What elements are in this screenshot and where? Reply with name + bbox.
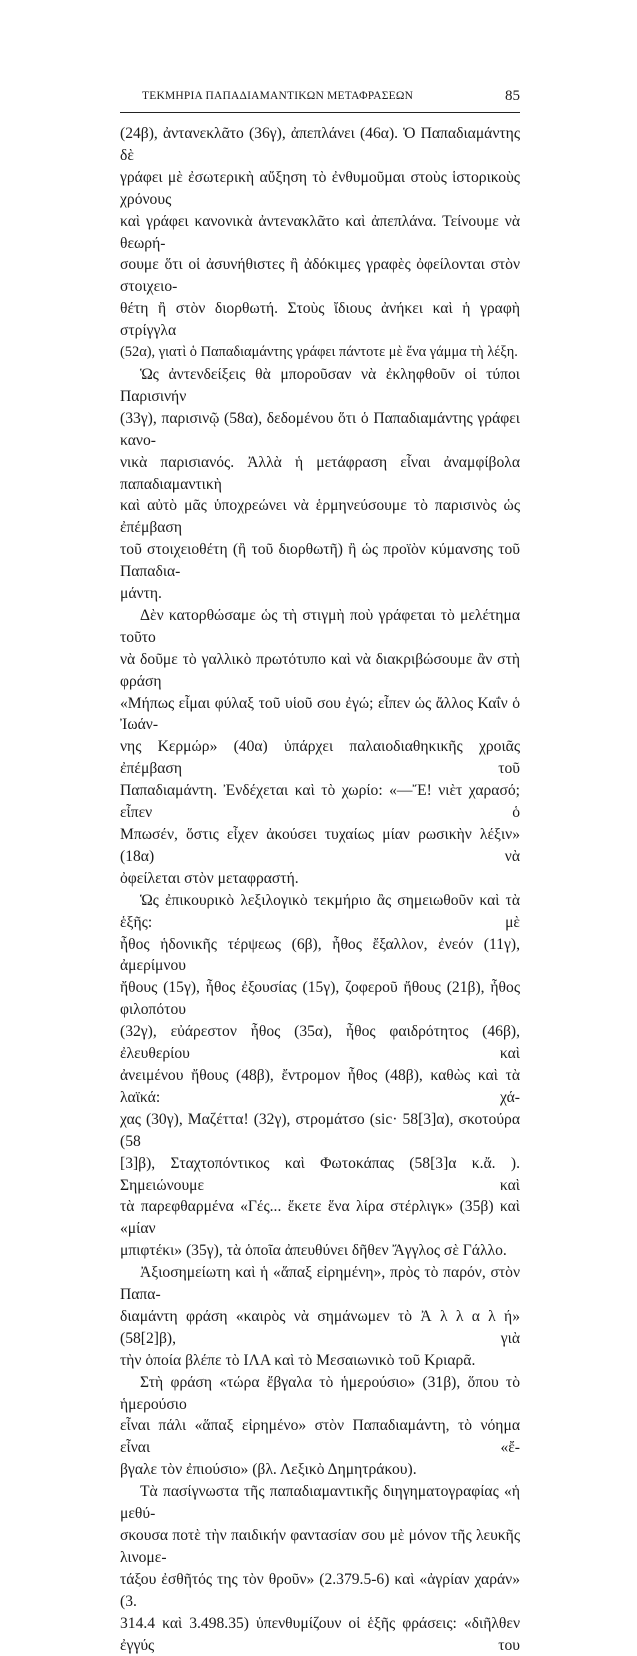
text-line: καὶ αὐτὸ μᾶς ὑποχρεώνει νὰ ἑρμηνεύσουμε τὸ παρισινὸς ὡς ἐπέμβαση [120, 497, 520, 537]
text-line: νικὰ παρισιανός. Ἀλλὰ ἡ μετάφραση εἶναι ἀναμφίβολα παπαδιαμαντικὴ [120, 453, 520, 493]
text-line: Τὰ πασίγνωστα τῆς παπαδιαμαντικῆς διηγηματογραφίας «ἡ μεθύ- [120, 1483, 520, 1523]
text-line: ἤθους (15γ), ἦθος ἐξουσίας (15γ), ζοφεροῦ ἤθους (21β), ἦθος φιλοπότου [120, 979, 520, 1019]
text-line: διαμάντη φράση «καιρὸς νὰ σημάνωμεν τὸ Ἀ λ λ α λ ή» (58[2]β), γιὰ [120, 1307, 520, 1347]
text-line: (52α), γιατὶ ὁ Παπαδιαμάντης γράφει πάντοτε μὲ ἕνα γάμμα τὴ λέξη. [120, 344, 518, 361]
text-line: ὀφείλεται στὸν μεταφραστή. [120, 869, 299, 887]
text-line: τοῦ στοιχειοθέτη (ἢ τοῦ διορθωτῆ) ἢ ὡς προϊὸν κύμανσης τοῦ Παπαδια- [120, 541, 520, 581]
text-line: βγαλε τὸν ἐπιούσιο» (βλ. Λεξικὸ Δημητράκου). [120, 1461, 417, 1479]
text-line: (24β), ἀντανεκλᾶτο (36γ), ἀπεπλάνει (46α). Ὁ Παπαδιαμάντης δὲ [120, 125, 520, 164]
page-header [120, 88, 520, 112]
text-line: εἶναι πάλι «ἅπαξ εἰρημένο» στὸν Παπαδιαμάντη, τὸ νόημα εἶναι «ἔ- [120, 1417, 520, 1457]
text-line: 314.4 καὶ 3.498.35) ὑπενθυμίζουν οἱ ἑξῆς φράσεις: «διῆλθεν ἐγγύς του [120, 1614, 520, 1654]
text-line: τάξου ἐσθῆτός της τὸν θρoῦν» (2.379.5-6) καὶ «ἀγρίαν χαράν» (3. [120, 1570, 520, 1610]
header-rule [120, 112, 520, 113]
text-line: ἦθος ἡδονικῆς τέρψεως (6β), ἦθος ἔξαλλον, ἐνεόν (11γ), ἀμερίμνου [120, 935, 520, 975]
text-line: Μπωσέν, ὅστις εἶχεν ἀκούσει τυχαίως μίαν ρωσικὴν λέξιν» (18α) νὰ [120, 826, 520, 865]
text-line: Ὡς ἐπικουρικὸ λεξιλογικὸ τεκμήριο ἂς σημειωθοῦν καὶ τὰ ἑξῆς: μὲ [120, 891, 520, 931]
text-line: «Μήπως εἶμαι φύλαξ τοῦ υἱοῦ σου ἐγώ; εἶπεν ὡς ἄλλος Καΐν ὁ Ἰωάν- [120, 694, 520, 734]
text-line: Δὲν κατορθώσαμε ὡς τὴ στιγμὴ ποὺ γράφεται τὸ μελέτημα τοῦτο [120, 606, 520, 646]
body-text [120, 123, 520, 1656]
text-line: σκουσα ποτὲ τὴν παιδικήν φαντασίαν σου μὲ μόνον τῆς λευκῆς λινομε- [120, 1527, 520, 1566]
text-line: Ὡς ἀντενδείξεις θὰ μποροῦσαν νὰ ἐκληφθοῦν οἱ τύποι Παρισινήν [120, 365, 520, 405]
text-line: (33γ), παρισινῷ (58α), δεδομένου ὅτι ὁ Παπαδιαμάντης γράφει κανο- [120, 409, 520, 449]
text-line: (32γ), εὐάρεστον ἦθος (35α), ἦθος φαιδρότητος (46β), ἐλευθερίου καὶ [120, 1023, 520, 1063]
text-line: Παπαδιαμάντη. Ἐνδέχεται καὶ τὸ χωρίο: «—Ἔ! νιὲτ χαρασό; εἶπεν ὁ [120, 782, 520, 822]
text-line: νης Κερμώρ» (40α) ὑπάρχει παλαιοδιαθηκικῆς χροιᾶς ἐπέμβαση τοῦ [120, 738, 520, 778]
running-head: ΤΕΚΜΗΡΙΑ ΠΑΠΑΔΙΑΜΑΝΤΙΚΩΝ ΜΕΤΑΦΡΑΣΕΩΝ [142, 90, 414, 102]
text-line: Στὴ φράση «τώρα ἔβγαλα τὸ ἡμερούσιο» (31β), ὅπου τὸ ἡμερούσιο [120, 1373, 520, 1413]
text-line: χας (30γ), Μαζέττα! (32γ), στρομάτσο (sic· 58[3]α), σκοτούρα (58 [120, 1110, 520, 1150]
text-line: μπιφτέκι» (35γ), τὰ ὁποῖα ἀπευθύνει δῆθεν Ἄγγλος σὲ Γάλλο. [120, 1242, 507, 1260]
text-line: νὰ δοῦμε τὸ γαλλικὸ πρωτότυπο καὶ νὰ διακριβώσουμε ἂν στὴ φράση [120, 650, 520, 690]
text-line: ἀνειμένου ἤθους (48β), ἔντρομον ἦθος (48β), καθὼς καὶ τὰ λαϊκά: χά- [120, 1066, 520, 1106]
text-line: θέτη ἢ στὸν διορθωτή. Στοὺς ἴδιους ἀνήκει καὶ ἡ γραφὴ στρίγγλα [120, 300, 520, 340]
text-line: γράφει μὲ ἐσωτερικὴ αὔξηση τὸ ἐνθυμοῦμαι στοὺς ἱστορικοὺς χρόνους [120, 168, 520, 208]
text-line: σουμε ὅτι οἱ ἀσυνήθιστες ἢ ἀδόκιμες γραφὲς ὀφείλονται στὸν στοιχειο- [120, 256, 520, 296]
text-line: μάντη. [120, 585, 162, 603]
text-line: [3]β), Σταχτοπόντικος καὶ Φωτοκάπας (58[3]α κ.ἄ. ). Σημειώνουμε καὶ [120, 1154, 520, 1194]
text-line: τὴν ὁποία βλέπε τὸ ΙΛΑ καὶ τὸ Μεσαιωνικὸ τοῦ Κριαρᾶ. [120, 1351, 476, 1369]
text-line: Ἀξιοσημείωτη καὶ ἡ «ἅπαξ εἰρημένη», πρὸς τὸ παρόν, στὸν Παπα- [120, 1264, 520, 1304]
page-number: 85 [505, 88, 520, 104]
text-line: τὰ παρεφθαρμένα «Γές... ἔκετε ἕνα λίρα στέρλιγκ» (35β) καὶ «μίαν [120, 1198, 520, 1238]
text-line: καὶ γράφει κανονικὰ ἀντενακλᾶτο καὶ ἀπεπλάνα. Τείνουμε νὰ θεωρή- [120, 212, 520, 252]
